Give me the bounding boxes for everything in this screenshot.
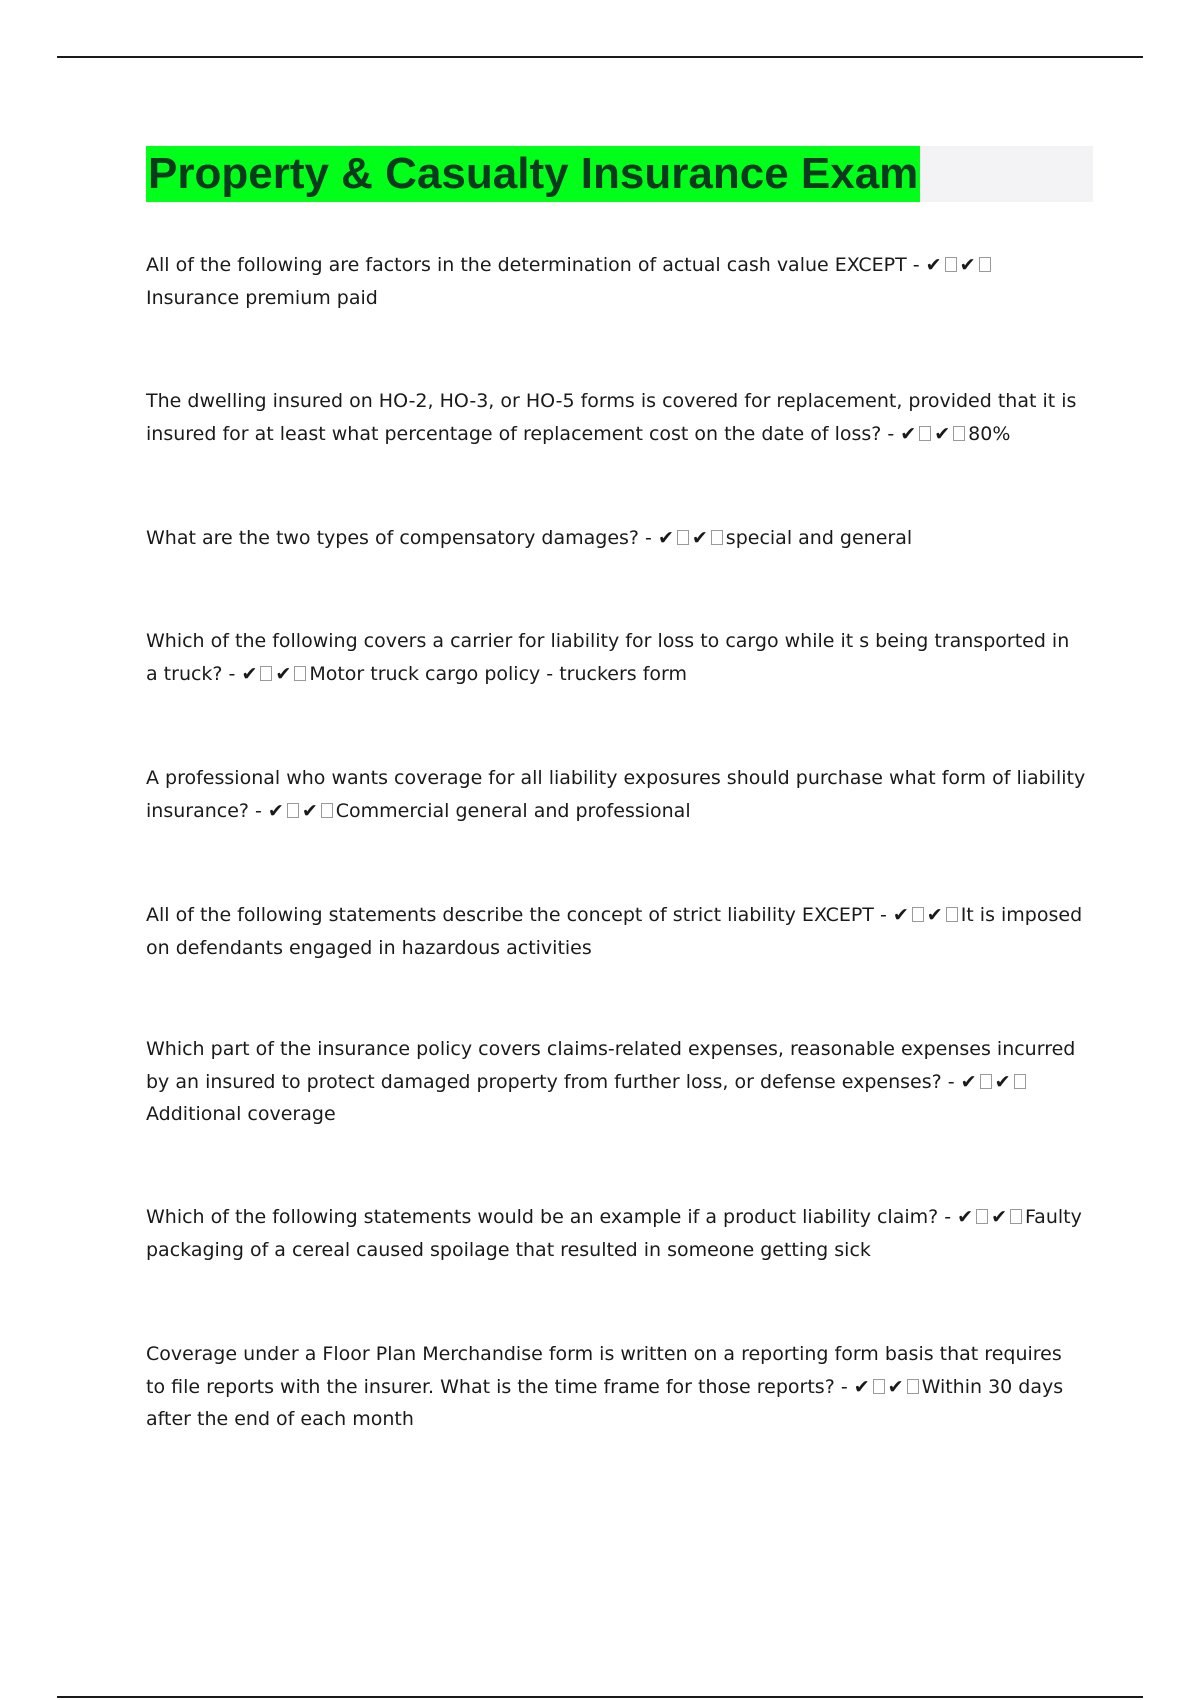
check-icon: ✔ — [994, 1070, 1011, 1093]
box-icon — [980, 1074, 992, 1089]
check-icon: ✔ — [301, 799, 318, 822]
answer-text: Within 30 days after the end of each month — [146, 1375, 1064, 1430]
question-text: The dwelling insured on HO-2, HO-3, or HO-5 forms is covered for replacement, provided that it is insured for at least what percentage of replacement cost on the date of loss? - — [146, 390, 1077, 445]
question-text: What are the two types of compensatory damages? - — [146, 527, 658, 549]
answer-text: Faulty packaging of a cereal caused spoilage that resulted in someone getting sick — [146, 1206, 1082, 1261]
box-icon — [321, 803, 333, 818]
box-icon — [677, 530, 689, 545]
check-icon: ✔ — [657, 527, 674, 549]
box-icon — [260, 666, 272, 681]
check-icon: ✔ — [960, 1070, 977, 1093]
box-icon — [953, 426, 965, 441]
box-icon — [711, 530, 723, 545]
qa-item-7 — [146, 1033, 1086, 1131]
check-icon: ✔ — [934, 422, 951, 445]
answer-text: It is imposed on defendants engaged in hazardous activities — [146, 904, 1083, 959]
qa-item-8 — [146, 1201, 1086, 1266]
box-icon — [919, 426, 931, 441]
check-icon: ✔ — [691, 527, 708, 549]
question-text: All of the following are factors in the determination of actual cash value EXCEPT - — [146, 254, 926, 276]
box-icon — [979, 257, 991, 272]
title-banner — [146, 146, 1093, 202]
check-icon: ✔ — [892, 904, 909, 926]
answer-text: Motor truck cargo policy - truckers form — [309, 662, 688, 685]
answer-text: Additional coverage — [146, 1103, 336, 1125]
box-icon — [976, 1209, 988, 1224]
answer-text: special and general — [725, 527, 913, 549]
qa-item-2 — [146, 385, 1086, 450]
qa-item-9 — [146, 1338, 1086, 1436]
page-title: Property & Casualty Insurance Exam — [146, 146, 920, 202]
qa-item-1 — [146, 249, 1086, 314]
bottom-rule — [57, 1696, 1143, 1698]
check-icon: ✔ — [959, 254, 976, 276]
box-icon — [912, 907, 924, 922]
check-icon: ✔ — [887, 1375, 904, 1398]
top-rule — [57, 56, 1143, 58]
question-text: All of the following statements describe the concept of strict liability EXCEPT - — [146, 904, 893, 926]
check-icon: ✔ — [267, 799, 284, 822]
check-icon: ✔ — [957, 1206, 974, 1228]
box-icon — [873, 1379, 885, 1394]
answer-text: 80% — [968, 422, 1011, 445]
check-icon: ✔ — [241, 662, 258, 685]
qa-item-4 — [146, 625, 1086, 690]
check-icon: ✔ — [926, 904, 943, 926]
question-text: Which of the following covers a carrier for liability for loss to cargo while it s being transported in a truck? - — [146, 630, 1070, 685]
qa-item-6 — [146, 899, 1086, 964]
box-icon — [945, 257, 957, 272]
answer-text: Insurance premium paid — [146, 286, 378, 309]
check-icon: ✔ — [853, 1375, 870, 1398]
question-text: Which part of the insurance policy covers claims-related expenses, reasonable expenses incurred by an insured to protect damaged property from further loss, or defense expenses? - — [146, 1038, 1076, 1093]
box-icon — [907, 1379, 919, 1394]
question-text: A professional who wants coverage for all liability exposures should purchase what form of liability insurance? - — [146, 767, 1086, 822]
check-icon: ✔ — [900, 422, 917, 445]
check-icon: ✔ — [275, 662, 292, 685]
question-text: Which of the following statements would be an example if a product liability claim? - — [146, 1206, 958, 1228]
box-icon — [287, 803, 299, 818]
answer-text: Commercial general and professional — [335, 799, 691, 822]
check-icon: ✔ — [991, 1206, 1007, 1228]
box-icon — [1010, 1209, 1022, 1224]
check-icon: ✔ — [925, 254, 942, 276]
question-text: Coverage under a Floor Plan Merchandise form is written on a reporting form basis that requires to file reports with the insurer. What is the time frame for those reports? - — [146, 1343, 1062, 1398]
box-icon — [946, 907, 958, 922]
box-icon — [294, 666, 306, 681]
box-icon — [1014, 1074, 1026, 1089]
qa-item-5 — [146, 762, 1086, 827]
qa-item-3 — [146, 522, 1086, 555]
